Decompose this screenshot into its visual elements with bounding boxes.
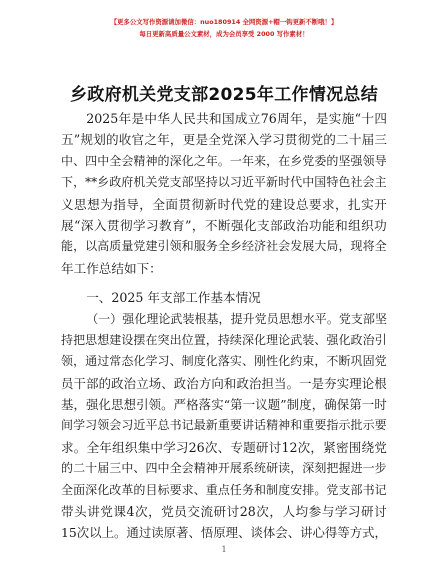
page-number: 1 (221, 545, 227, 554)
body-line: 义 思 想 为 指 导 ， 全 面 贯 彻 新 时 代 党 的 建 设 总 要 求 ， 扎 实 开 (61, 196, 387, 212)
body-line: 持 把 思 想 建 设 摆 在 突 出 位 置 ， 持 续 深 化 理 论 武 装 、 强 化 政 治 引 (61, 332, 387, 347)
promo-banner-line-2: 每日更新高质量公文素材，成为会员享受 2000 写作素材！ (139, 30, 309, 38)
document-title: 乡政府机关党支部2025年工作情况总结 (69, 85, 378, 105)
body-line: 2025 年 是 中 华 人 民 共 和 国 成 立 76 周 年 ， 是 实 施 “ 十 四 (86, 111, 387, 126)
body-line: 15 次 以 上 。 通 过 读 原 著 、 悟 原 理 、 谈 体 会 、 讲 心 得 等 方 式 ， (61, 525, 387, 541)
body-line: 展 “ 深 入 贯 彻 学 习 教 育 ” ， 不 断 强 化 支 部 政 治 功 能 和 组 织 功 (61, 217, 387, 233)
body-line: 全 面 深 化 改 革 的 目 标 要 求 、 重 点 任 务 和 制 度 安 排 。 党 支 部 书 记 (61, 482, 387, 497)
body-line: 中 、 四 中 全 会 精 神 的 深 化 之 年 。 一 年 来 ， 在 乡 党 委 的 坚 强 领 导 (61, 153, 387, 168)
body-line: 求 。 全 年 组 织 集 中 学 习 26 次 、 专 题 研 讨 12 次 ， 紧 密 围 绕 党 (61, 439, 387, 455)
promo-banner-line-1: 【更多公文写作资源请加微信：nuo180914 全网资源+帽一钩更新不断哦！】 (110, 18, 338, 26)
body-line: 员 干 部 的 政 治 立 场 、 政 治 方 向 和 政 治 担 当 。 一 是 夯 实 理 论 根 (61, 375, 387, 391)
body-line: 的 二 十 届 三 中 、 四 中 全 会 精 神 开 展 系 统 研 读 ， 深 刻 把 握 进 一 步 (61, 461, 387, 476)
document-body (61, 108, 387, 544)
body-line: 基 ， 强 化 思 想 引 领 。 严 格 落 实 “ 第 一 议 题 ” 制 度 ， 确 保 第 一 时 (61, 397, 387, 413)
body-line: （ 一 ） 强 化 理 论 武 装 根 基 ， 提 升 党 员 思 想 水 平 。 党 支 部 坚 (86, 311, 387, 326)
body-line: 带 头 讲 党 课 4 次 ， 党 员 交 流 研 讨 28 次 ， 人 均 参 与 学 习 研 讨 (61, 504, 387, 520)
body-line: 间 学 习 领 会 习 近 平 总 书 记 最 新 重 要 讲 话 精 神 和 重 要 指 示 批 示 要 (61, 418, 387, 433)
body-line: 下 ， ** 乡 政 府 机 关 党 支 部 坚 持 以 习 近 平 新 时 代 中 国 特 色 社 会 主 (61, 175, 387, 190)
body-line: 领 ， 通 过 常 态 化 学 习 、 制 度 化 落 实 、 刚 性 化 约 束 ， 不 断 巩 固 党 (61, 354, 387, 369)
body-line: 五 ” 规 划 的 收 官 之 年 ， 更 是 全 党 深 入 学 习 贯 彻 党 的 二 十 届 三 (61, 132, 387, 148)
section-heading: 一、2025 年支部工作基本情况 (86, 290, 261, 306)
body-line: 年工作总结如下： (61, 260, 162, 276)
body-line: 能 ， 以 高 质 量 党 建 引 领 和 服 务 全 乡 经 济 社 会 发 展 大 局 ， 现 将 全 (61, 239, 387, 254)
